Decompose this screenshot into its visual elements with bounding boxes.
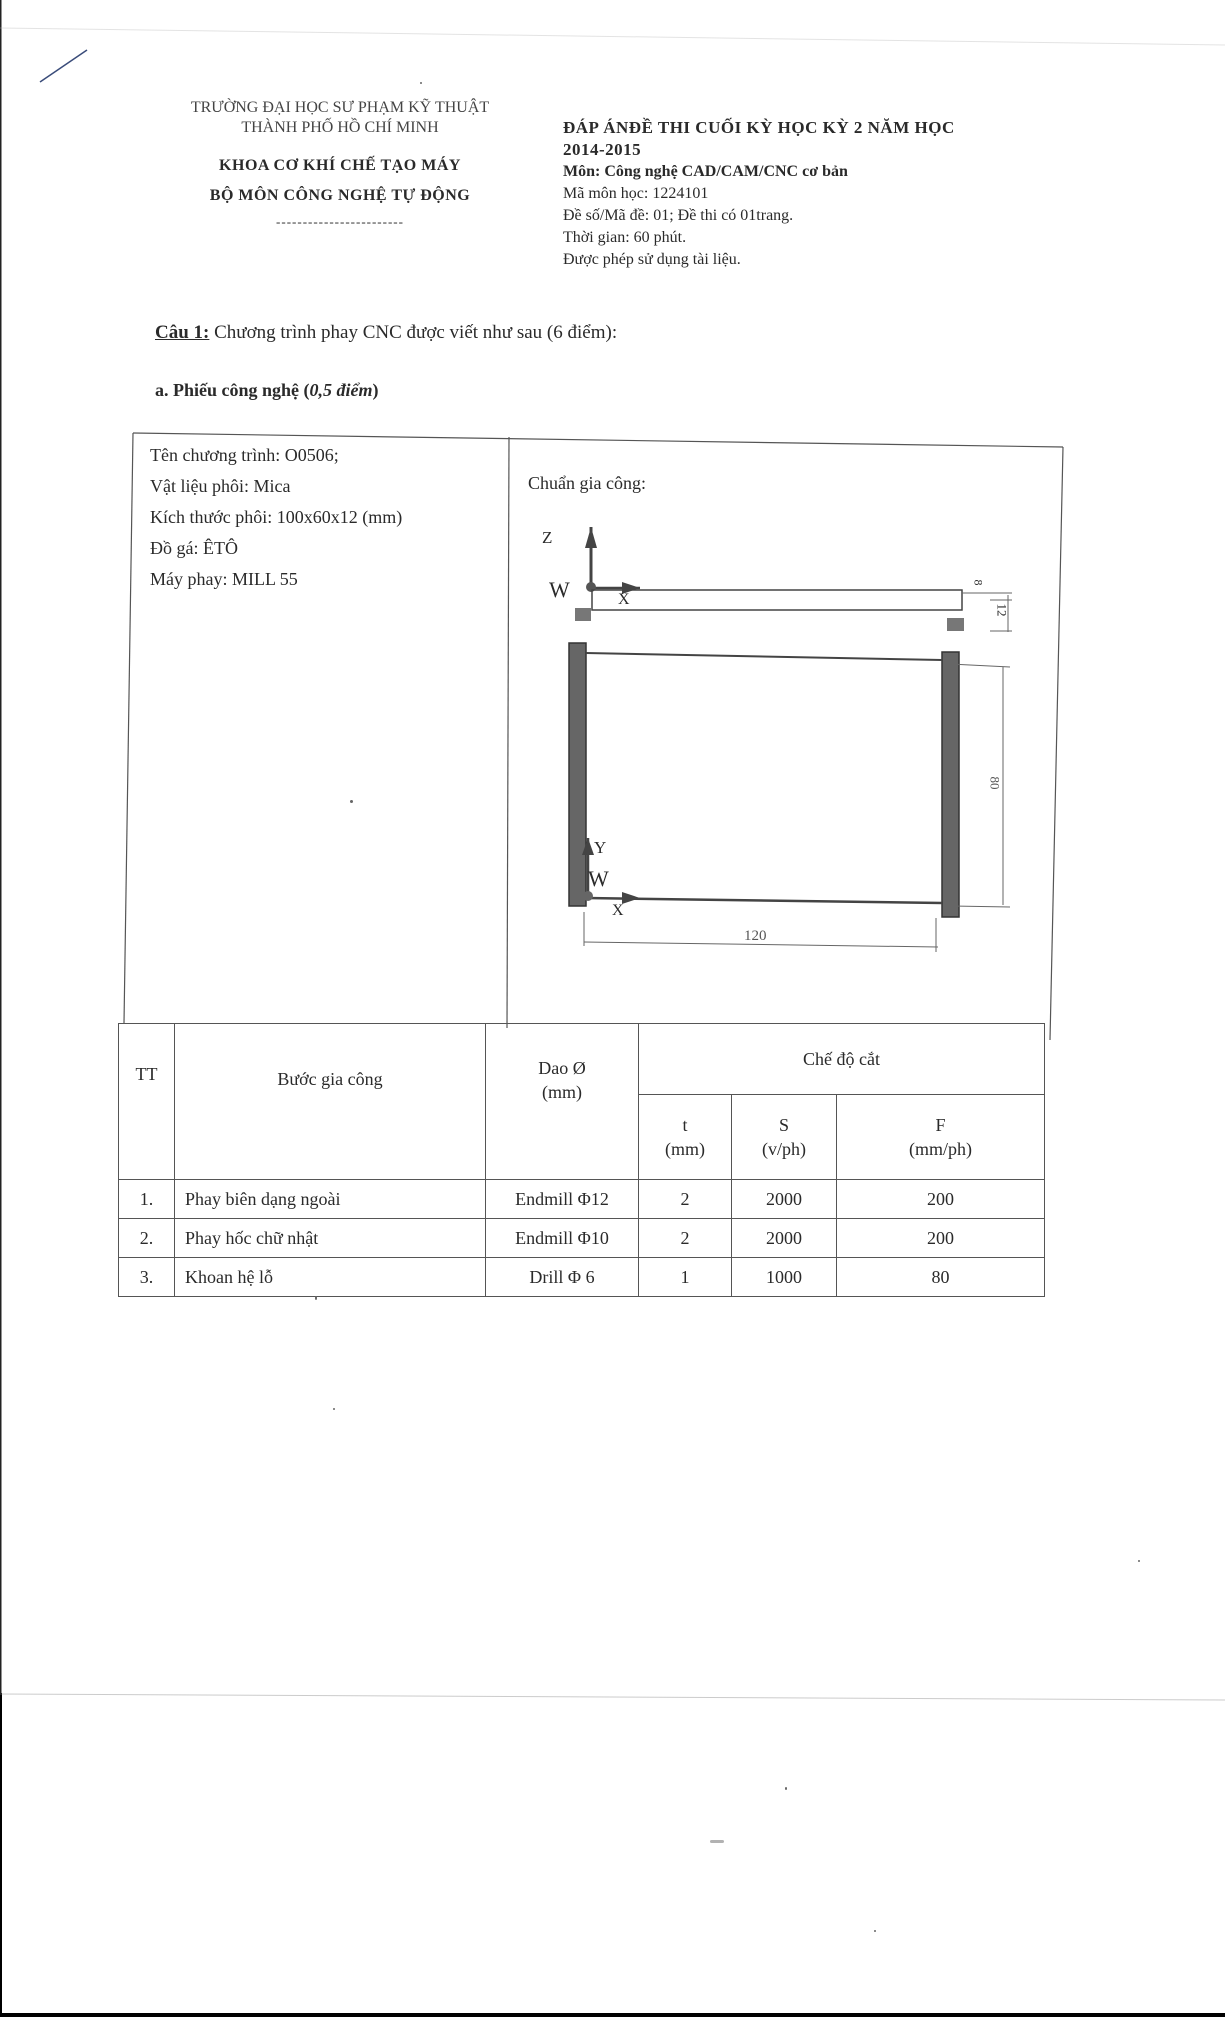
header-s-label: S <box>778 1115 789 1136</box>
front-top-dimension: 8 <box>971 579 986 586</box>
top-x-axis-label: X <box>612 902 624 919</box>
header-f-label: F <box>935 1115 946 1136</box>
scan-speck <box>874 1930 876 1932</box>
scan-speck <box>315 1296 317 1300</box>
front-x-axis-label: X <box>618 591 630 608</box>
row-tt: 1. <box>119 1180 175 1219</box>
row-f: 200 <box>837 1180 1045 1219</box>
header-cutting-mode: Chế độ cắt <box>639 1024 1045 1095</box>
header-t-unit: (mm) <box>665 1139 705 1160</box>
material: Vật liệu phôi: Mica <box>150 476 291 496</box>
exam-subject: Môn: Công nghệ CAD/CAM/CNC cơ bản <box>563 163 848 180</box>
scan-speck <box>420 82 422 84</box>
top-depth-dimension: 80 <box>987 776 1003 790</box>
top-origin-label: W <box>588 866 609 891</box>
scan-speck <box>333 1408 335 1410</box>
faculty-name: KHOA CƠ KHÍ CHẾ TẠO MÁY <box>219 157 461 174</box>
header-s <box>732 1095 837 1180</box>
row-s: 2000 <box>732 1219 837 1258</box>
department-name: BỘ MÔN CÔNG NGHỆ TỰ ĐỘNG <box>209 187 471 204</box>
school-name-line1: TRƯỜNG ĐẠI HỌC SƯ PHẠM KỸ THUẬT <box>190 99 490 116</box>
scan-speck <box>710 1840 724 1843</box>
header-tool-label: Dao Ø <box>538 1058 586 1078</box>
row-f: 200 <box>837 1219 1045 1258</box>
front-view-drawing <box>575 527 1012 632</box>
exam-number: Đề số/Mã đề: 01; Đề thi có 01trang. <box>563 207 794 224</box>
row-tt: 2. <box>119 1219 175 1258</box>
header-tool <box>486 1024 639 1180</box>
stock-size: Kích thước phôi: 100x60x12 (mm) <box>150 507 403 527</box>
row-step: Phay hốc chữ nhật <box>175 1219 486 1258</box>
workpiece-info <box>150 440 402 595</box>
part-a-close: ) <box>372 380 379 400</box>
table-row <box>119 1219 1045 1258</box>
top-width-dimension: 120 <box>744 928 767 944</box>
school-name-line2: THÀNH PHỐ HỒ CHÍ MINH <box>241 119 439 136</box>
program-name: Tên chương trình: O0506; <box>150 445 339 465</box>
row-t: 2 <box>639 1180 732 1219</box>
top-y-axis-label: Y <box>594 838 607 857</box>
row-tool: Endmill Φ12 <box>486 1180 639 1219</box>
course-code: Mã môn học: 1224101 <box>563 185 709 202</box>
front-origin-label: W <box>549 577 570 602</box>
scan-speck <box>1138 1560 1140 1562</box>
table-row <box>119 1258 1045 1297</box>
header-step: Bước gia công <box>175 1024 486 1180</box>
exam-time: Thời gian: 60 phút. <box>563 229 687 246</box>
row-step: Phay biên dạng ngoài <box>175 1180 486 1219</box>
row-step: Khoan hệ lỗ <box>175 1258 486 1297</box>
header-f <box>837 1095 1045 1180</box>
exam-materials: Được phép sử dụng tài liệu. <box>563 251 741 268</box>
header-divider: ------------------------ <box>276 214 404 229</box>
exam-title-line1: ĐÁP ÁNĐỀ THI CUỐI KỲ HỌC KỲ 2 NĂM HỌC <box>563 118 955 137</box>
row-t: 2 <box>639 1219 732 1258</box>
row-s: 2000 <box>732 1180 837 1219</box>
row-tool: Endmill Φ10 <box>486 1219 639 1258</box>
machine: Máy phay: MILL 55 <box>150 569 298 589</box>
fixture: Đồ gá: ÊTÔ <box>150 538 238 558</box>
row-tt: 3. <box>119 1258 175 1297</box>
exam-title-line2: 2014-2015 <box>563 140 642 159</box>
table-header-row <box>119 1024 1045 1095</box>
row-t: 1 <box>639 1258 732 1297</box>
header-s-unit: (v/ph) <box>762 1139 806 1160</box>
front-z-axis-label: Z <box>542 528 553 547</box>
question-1-text: Chương trình phay CNC được viết như sau (6 điểm): <box>209 322 618 343</box>
top-view-drawing <box>569 643 1010 952</box>
header-f-unit: (mm/ph) <box>909 1139 972 1160</box>
part-a-label: a. Phiếu công nghệ ( <box>155 380 310 400</box>
scan-speck <box>350 800 353 803</box>
operations-table <box>118 1023 1045 1297</box>
table-row <box>119 1180 1045 1219</box>
row-f: 80 <box>837 1258 1045 1297</box>
setup-label: Chuẩn gia công: <box>528 473 646 493</box>
question-1-label: Câu 1: <box>155 322 210 343</box>
row-tool: Drill Φ 6 <box>486 1258 639 1297</box>
header-tt: TT <box>119 1024 175 1180</box>
row-s: 1000 <box>732 1258 837 1297</box>
scan-speck <box>785 1787 787 1790</box>
part-a-points: 0,5 điểm <box>309 380 373 400</box>
header-t <box>639 1095 732 1180</box>
front-height-dimension: 12 <box>994 603 1010 617</box>
header-t-label: t <box>682 1115 688 1136</box>
header-tool-unit: (mm) <box>542 1082 582 1102</box>
